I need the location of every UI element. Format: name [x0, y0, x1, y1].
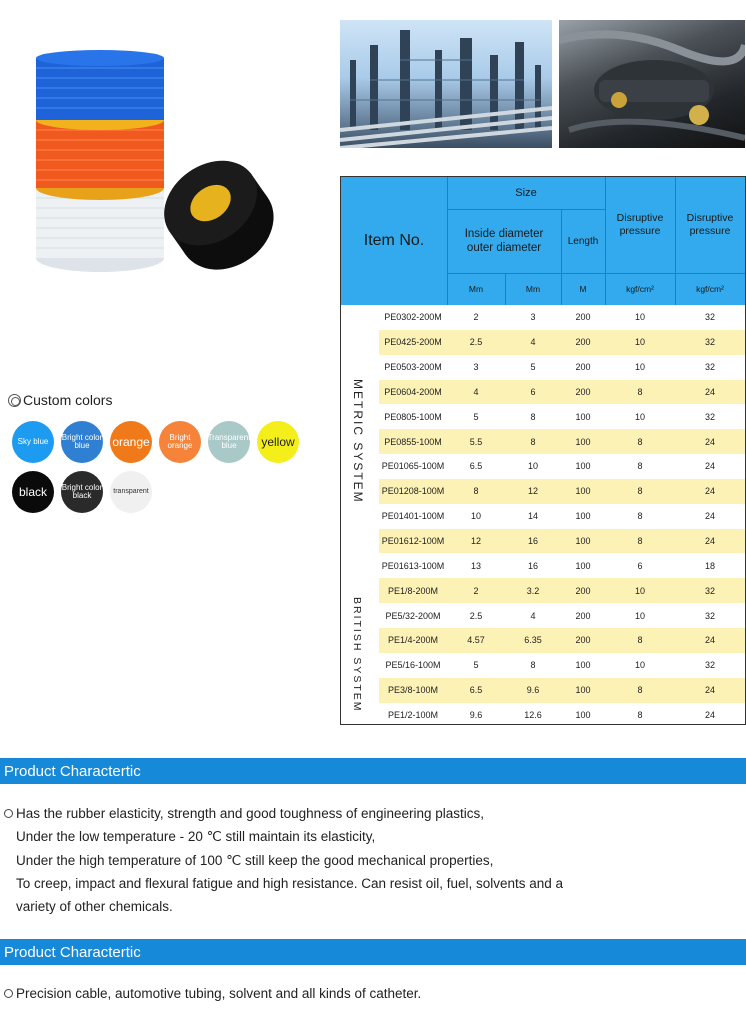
value-cell: 24 [704, 709, 715, 720]
section-1-text [4, 802, 563, 918]
value-cell: 8 [637, 709, 643, 720]
table-row [341, 479, 745, 504]
color-swatch: Sky blue [12, 421, 54, 463]
table-row [341, 404, 745, 429]
value-cell: 32 [675, 330, 745, 355]
disruptive-pressure-header-2: Disruptive pressure [686, 211, 734, 237]
table-row [341, 703, 745, 728]
value-cell: 100 [575, 461, 591, 472]
value-cell: 9.6 [505, 678, 561, 703]
value-cell: 8 [447, 479, 505, 504]
value-cell: 8 [530, 411, 536, 422]
value-cell: 100 [561, 678, 605, 703]
value-cell: 100 [561, 429, 605, 454]
item-no-cell: PE01401-100M [381, 511, 445, 522]
value-cell: 10 [634, 362, 645, 373]
value-cell: 200 [575, 610, 591, 621]
value-cell: 13 [470, 560, 481, 571]
text-line: Under the low temperature - 20 ℃ still maintain its elasticity, [16, 829, 376, 845]
item-no-cell: PE5/16-100M [385, 660, 441, 671]
table-row [341, 429, 745, 454]
table-row [341, 529, 745, 554]
value-cell: 24 [704, 461, 715, 472]
table-row [341, 678, 745, 703]
circle-bullet-icon [4, 989, 13, 998]
value-cell: 24 [675, 429, 745, 454]
text-line: Precision cable, automotive tubing, solvent and all kinds of catheter. [4, 982, 421, 1005]
value-cell: 100 [575, 560, 591, 571]
value-cell: 2.5 [447, 330, 505, 355]
item-no-cell: PE01612-100M [379, 529, 447, 554]
color-swatch: orange [110, 421, 152, 463]
value-cell: 8 [637, 461, 643, 472]
value-cell: 12.6 [524, 709, 542, 720]
value-cell: 8 [605, 529, 675, 554]
value-cell: 8 [605, 429, 675, 454]
inside-outer-header: Inside diameter outer diameter [464, 227, 544, 254]
value-cell: 10 [634, 610, 645, 621]
disruptive-pressure-header-1: Disruptive pressure [616, 211, 664, 237]
color-swatch: Transparent blue [208, 421, 250, 463]
value-cell: 4 [530, 610, 536, 621]
value-cell: 200 [575, 312, 591, 323]
value-cell: 6 [505, 380, 561, 405]
value-cell: 200 [575, 362, 591, 373]
text-line: To creep, impact and flexural fatigue and high resistance. Can resist oil, fuel, solvents and a [16, 875, 564, 891]
tube-coils-image [28, 48, 278, 278]
value-cell: 3 [530, 312, 536, 323]
engine-bay-photo [559, 20, 745, 148]
value-cell: 8 [605, 678, 675, 703]
table-row [341, 653, 745, 678]
item-no-cell: PE01613-100M [381, 560, 445, 571]
color-swatch: yellow [257, 421, 299, 463]
color-swatch: black [12, 471, 54, 513]
value-cell: 6.35 [505, 628, 561, 653]
item-no-cell: PE0425-200M [379, 330, 447, 355]
value-cell: 100 [575, 709, 591, 720]
value-cell: 100 [561, 479, 605, 504]
value-cell: 32 [704, 610, 715, 621]
item-no-cell: PE0604-200M [379, 380, 447, 405]
value-cell: 10 [605, 330, 675, 355]
text-line: Under the high temperature of 100 ℃ still keep the good mechanical properties, [16, 852, 494, 868]
value-cell: 10 [634, 660, 645, 671]
value-cell: 100 [575, 411, 591, 422]
value-cell: 3.2 [505, 578, 561, 603]
item-no-cell: PE0503-200M [384, 362, 442, 373]
item-no-cell: PE1/8-200M [379, 578, 447, 603]
value-cell: 5 [530, 362, 536, 373]
unit-mm-1: Mm [468, 284, 484, 294]
value-cell: 24 [675, 529, 745, 554]
value-cell: 8 [605, 380, 675, 405]
unit-m: M [579, 284, 587, 294]
value-cell: 10 [470, 511, 481, 522]
value-cell: 8 [530, 660, 536, 671]
item-no-cell: PE1/2-100M [387, 709, 439, 720]
value-cell: 14 [527, 511, 538, 522]
unit-kgf-1: kgf/cm² [626, 284, 654, 294]
value-cell: 2 [447, 578, 505, 603]
item-no-cell: PE0302-200M [384, 312, 442, 323]
item-no-cell: PE1/4-200M [379, 628, 447, 653]
section-2-text [4, 982, 421, 1005]
unit-mm-2: Mm [525, 284, 541, 294]
value-cell: 32 [704, 660, 715, 671]
color-swatch: Bright color blue [61, 421, 103, 463]
table-header [341, 177, 745, 305]
table-row [341, 355, 745, 380]
value-cell: 16 [527, 560, 538, 571]
value-cell: 10 [634, 411, 645, 422]
value-cell: 24 [675, 628, 745, 653]
item-no-cell: PE01208-100M [379, 479, 447, 504]
value-cell: 5 [473, 411, 479, 422]
value-cell: 200 [561, 628, 605, 653]
value-cell: 200 [561, 578, 605, 603]
color-swatch: Bright color black [61, 471, 103, 513]
value-cell: 100 [561, 529, 605, 554]
custom-colors-title: Custom colors [8, 392, 112, 408]
spec-table [340, 176, 746, 725]
size-header: Size [515, 187, 537, 199]
table-row [341, 504, 745, 529]
value-cell: 12 [447, 529, 505, 554]
refinery-photo [340, 20, 552, 148]
value-cell: 32 [704, 362, 715, 373]
metric-system-label: METRIC SYSTEM [351, 379, 365, 504]
value-cell: 5 [473, 660, 479, 671]
item-no-cell: PE0805-100M [384, 411, 442, 422]
value-cell: 5.5 [447, 429, 505, 454]
item-no-cell: PE0855-100M [379, 429, 447, 454]
value-cell: 10 [634, 312, 645, 323]
value-cell: 200 [561, 380, 605, 405]
value-cell: 10 [605, 578, 675, 603]
value-cell: 32 [704, 312, 715, 323]
value-cell: 100 [575, 511, 591, 522]
table-row [341, 305, 745, 330]
section-title-1: Product Charactertic [0, 758, 746, 784]
table-row [341, 554, 745, 579]
value-cell: 24 [704, 511, 715, 522]
value-cell: 4.57 [447, 628, 505, 653]
value-cell: 12 [505, 479, 561, 504]
length-header: Length [567, 235, 599, 247]
value-cell: 4 [505, 330, 561, 355]
value-cell: 6.5 [447, 678, 505, 703]
circle-bullet-icon [4, 809, 13, 818]
value-cell: 200 [561, 330, 605, 355]
value-cell: 3 [473, 362, 479, 373]
table-row [341, 380, 745, 405]
unit-kgf-2: kgf/cm² [696, 284, 724, 294]
value-cell: 24 [675, 479, 745, 504]
value-cell: 9.6 [469, 709, 483, 720]
value-cell: 100 [575, 660, 591, 671]
value-cell: 6 [637, 560, 643, 571]
value-cell: 2 [473, 312, 479, 323]
text-line: Has the rubber elasticity, strength and good toughness of engineering plastics, [4, 802, 563, 825]
value-cell: 8 [505, 429, 561, 454]
item-no-header: Item No. [363, 232, 425, 249]
value-cell: 8 [605, 479, 675, 504]
item-no-cell: PE01065-100M [381, 461, 445, 472]
value-cell: 18 [704, 560, 715, 571]
text-line: variety of other chemicals. [16, 899, 173, 915]
value-cell: 8 [605, 628, 675, 653]
color-swatch: Bright orange [159, 421, 201, 463]
value-cell: 4 [447, 380, 505, 405]
table-row [341, 454, 745, 479]
item-no-cell: PE5/32-200M [385, 610, 441, 621]
value-cell: 24 [675, 678, 745, 703]
value-cell: 8 [637, 511, 643, 522]
table-row [341, 603, 745, 628]
value-cell: 32 [675, 578, 745, 603]
value-cell: 6.5 [469, 461, 483, 472]
value-cell: 2.5 [469, 610, 483, 621]
value-cell: 32 [704, 411, 715, 422]
item-no-cell: PE3/8-100M [379, 678, 447, 703]
table-row [341, 628, 745, 653]
value-cell: 24 [675, 380, 745, 405]
double-circle-icon [8, 394, 21, 407]
color-swatch: transparent [110, 471, 152, 513]
value-cell: 16 [505, 529, 561, 554]
section-title-2: Product Charactertic [0, 939, 746, 965]
table-row [341, 330, 745, 355]
british-system-label: BRITISH SYSTEM [351, 597, 363, 713]
value-cell: 10 [527, 461, 538, 472]
table-row [341, 578, 745, 603]
